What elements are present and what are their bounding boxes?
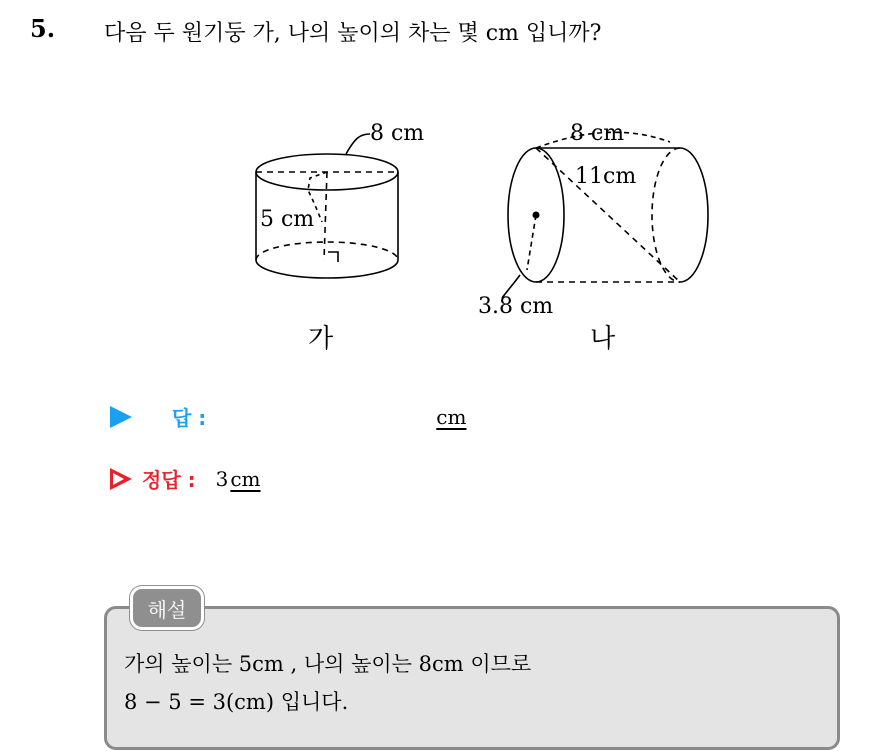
ga-diameter-label: 8 cm <box>370 121 425 146</box>
answer-label: 답 : <box>172 406 207 430</box>
cylinder-na <box>502 132 708 298</box>
cylinder-figures <box>230 110 750 360</box>
answer-unit: cm <box>436 404 467 429</box>
na-top-label: 8 cm <box>570 121 625 146</box>
explanation-box <box>104 606 840 750</box>
explanation-tab: 해설 <box>130 586 204 630</box>
explanation-line-2: 8 − 5 = 3(cm) 입니다. <box>124 690 349 714</box>
caption-ga: 가 <box>308 324 334 354</box>
correct-answer-value: 3 <box>215 466 229 491</box>
play-triangle-icon <box>110 406 132 428</box>
correct-answer-unit: cm <box>230 466 261 491</box>
caption-na: 나 <box>590 324 616 354</box>
explanation-line-1: 가의 높이는 5cm , 나의 높이는 8cm 이므로 <box>124 652 532 676</box>
cylinder-ga <box>256 134 398 278</box>
question-text: 다음 두 원기둥 가, 나의 높이의 차는 몇 cm 입니까? <box>104 21 602 46</box>
question-number: 5. <box>30 14 56 43</box>
ga-height-label: 5 cm <box>260 207 315 232</box>
correct-answer-row <box>110 464 261 493</box>
na-radius-label: 3.8 cm <box>478 294 554 319</box>
correct-answer-label: 정답 : <box>142 468 196 492</box>
answer-row <box>110 402 466 431</box>
na-diagonal-label: 11cm <box>575 164 637 189</box>
outline-triangle-icon <box>110 468 132 490</box>
